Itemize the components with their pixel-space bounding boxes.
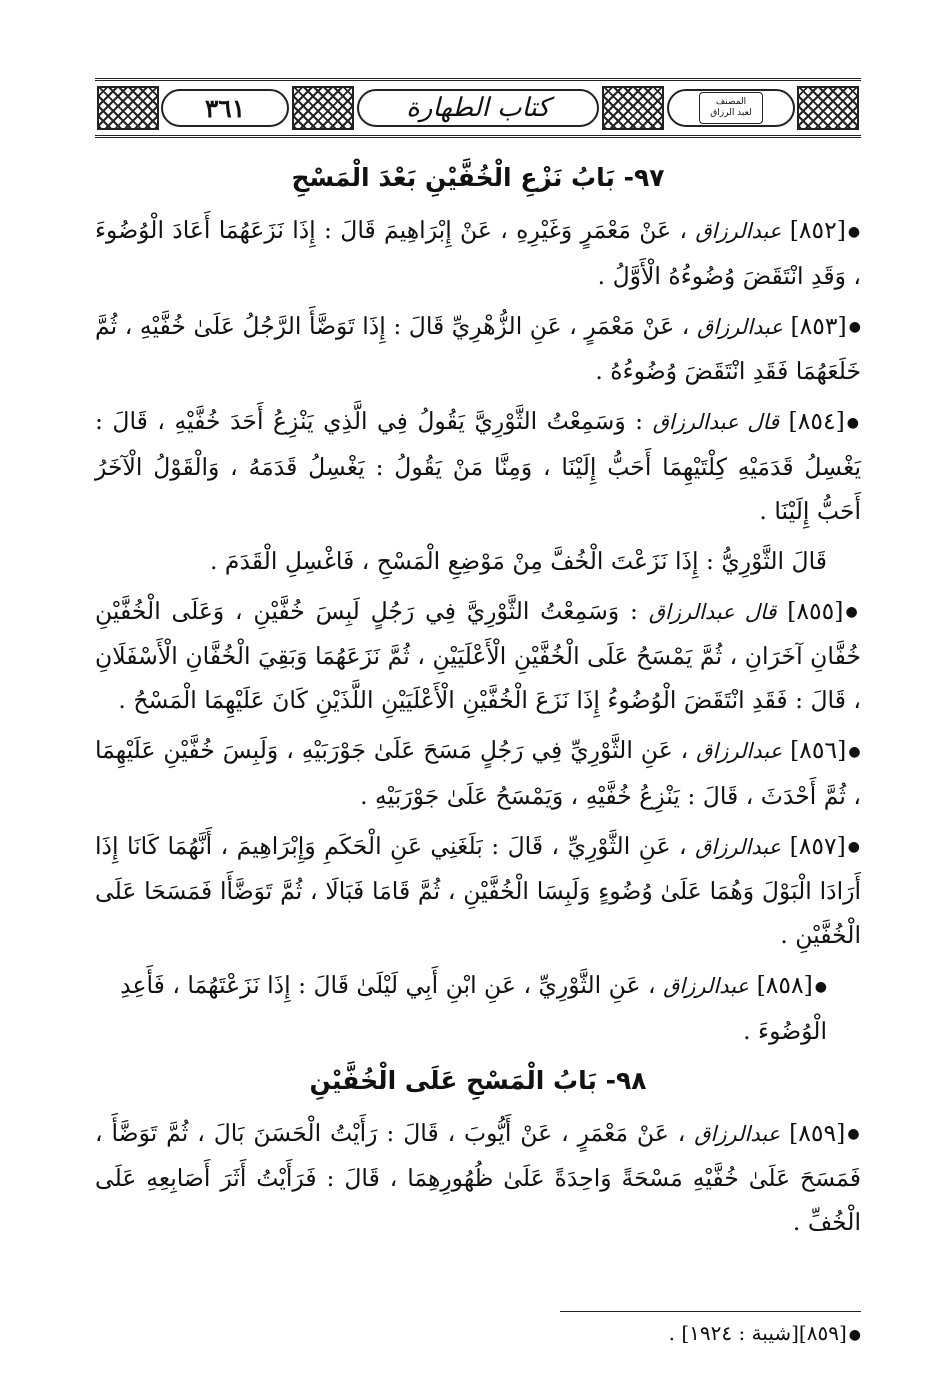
page-number: ٣٦١ <box>204 93 246 123</box>
entry-text: ، عَنِ الثَّوْرِيِّ ، عَنِ ابْنِ أَبِي لَيْلَىٰ قَالَ : إِذَا نَزَعْتَهُمَا ، فَأَعِدِ الْوُضُوءَ . <box>120 971 827 1045</box>
entry-author: عبدالرزاق <box>695 219 782 243</box>
entry-author: عبدالرزاق <box>663 974 750 998</box>
entry-author: عبدالرزاق <box>696 739 783 763</box>
book-title: كتاب الطهارة <box>406 93 550 123</box>
footnote-divider <box>560 1311 861 1312</box>
hadith-entry <box>95 824 861 958</box>
entry-text: : وَسَمِعْتُ الثَّوْرِيَّ فِي رَجُلٍ لَبِسَ خُفَّيْنِ ، وَعَلَى الْخُفَّيْنِ خُفَّانِ آخَرَانِ ، ثُمَّ يَمْسَحُ عَلَى الْخُفَّيْنِ الْأَعْلَيَيْنِ ، ثُمَّ نَزَعَهُمَا وَبَقِيَ الْخُفَّانِ الْأَسْفَلَانِ ، قَالَ : فَقَدِ انْتَقَضَ الْوُضُوءُ إِذَا نَزَعَ الْخُفَّيْنِ الْأَعْلَيَيْنِ اللَّذَيْنِ كَانَ عَلَيْهِمَا الْمَسْحُ . <box>95 596 861 714</box>
entry-number: [٨٥٣] <box>790 311 847 340</box>
entry-text: ، عَنِ الثَّوْرِيِّ فِي رَجُلٍ مَسَحَ عَلَىٰ جَوْرَبَيْهِ ، وَلَبِسَ خُفَّيْنِ عَلَيْهِمَا ، ثُمَّ أَحْدَثَ ، قَالَ : يَنْزِعُ خُفَّيْهِ ، وَيَمْسَحُ عَلَىٰ جَوْرَبَيْهِ . <box>95 736 861 810</box>
header-ornament <box>292 86 354 130</box>
entry-number: [٨٥٦] <box>790 736 847 764</box>
page-header <box>95 78 861 138</box>
entry-text: ، عَنْ مَعْمَرٍ ، عَنْ أَيُّوبَ ، قَالَ : رَأَيْتُ الْحَسَنَ بَالَ ، ثُمَّ تَوَضَّأَ ، فَمَسَحَ عَلَىٰ خُفَّيْهِ مَسْحَةً وَاحِدَةً عَلَىٰ ظُهُورِهِمَا ، قَالَ : فَرَأَيْتُ أَثَرَ أَصَابِعِهِ عَلَى الْخُفِّ . <box>95 1118 861 1236</box>
page-number-frame <box>161 89 289 127</box>
hadith-entry <box>95 728 861 818</box>
entry-bullet: ● <box>848 319 861 335</box>
section-heading: ٩٧- بَابُ نَزْعِ الْخُفَّيْنِ بَعْدَ الْمَسْحِ <box>291 163 665 192</box>
entry-number: [٨٥٥] <box>787 596 844 625</box>
hadith-entry <box>95 304 861 394</box>
hadith-entry <box>95 1111 861 1245</box>
entry-number: [٨٥٤] <box>788 407 845 435</box>
entry-text: ، عَنِ الثَّوْرِيِّ ، قَالَ : بَلَغَنِي عَنِ الْحَكَمِ وَإِبْرَاهِيمَ ، أَنَّهُمَا كَانَا إِذَا أَرَادَا الْبَوْلَ وَهُمَا عَلَىٰ وُضُوءٍ وَلَبِسَا الْخُفَّيْنِ ، ثُمَّ قَامَا فَبَالَا ، ثُمَّ تَوَضَّأَا فَمَسَحَا عَلَى الْخُفَّيْنِ . <box>95 831 861 949</box>
book-title-frame <box>357 89 599 127</box>
commentary-paragraph: قَالَ الثَّوْرِيُّ : إِذَا نَزَعْتَ الْخُفَّ مِنْ مَوْضِعِ الْمَسْحِ ، فَاغْسِلِ الْقَدَمَ . <box>209 546 827 575</box>
entry-bullet: ● <box>847 223 861 240</box>
entry-bullet: ● <box>847 839 861 855</box>
entry-number: [٨٥٩] <box>789 1118 846 1147</box>
entry-bullet: ● <box>814 978 827 995</box>
entry-author: قال عبدالرزاق <box>648 599 777 624</box>
entry-author: عبدالرزاق <box>695 834 782 859</box>
entry-text: ، عَنْ مَعْمَرٍ ، عَنِ الزُّهْرِيِّ قَالَ : إِذَا تَوَضَّأَ الرَّجُلُ عَلَىٰ خُفَّيْهِ ، ثُمَّ خَلَعَهُمَا فَقَدِ انْتَقَضَ وُضُوءُهُ . <box>95 311 861 385</box>
entry-bullet: ● <box>846 414 861 431</box>
section-heading: ٩٨- بَابُ الْمَسْحِ عَلَى الْخُفَّيْنِ <box>309 1065 647 1095</box>
entry-number: [٨٥٧] <box>789 831 846 860</box>
publisher-logo: المصنف لعبد الرزاق <box>699 92 763 124</box>
hadith-entry <box>95 963 861 1053</box>
entry-bullet: ● <box>845 604 861 620</box>
entry-number: [٨٥٢] <box>789 216 846 244</box>
entry-number: [٨٥٨] <box>756 971 813 999</box>
entry-text: : وَسَمِعْتُ الثَّوْرِيَّ يَقُولُ فِي الَّذِي يَنْزِعُ أَحَدَ خُفَّيْهِ ، قَالَ : يَغْسِلُ قَدَمَيْهِ كِلْتَيْهِمَا أَحَبُّ إِلَيْنَا ، وَمِنَّا مَنْ يَقُولُ : يَغْسِلُ قَدَمَهُ ، وَالْقَوْلُ الْآخَرُ أَحَبُّ إِلَيْنَا . <box>95 407 861 525</box>
footnote: ●[٨٥٩][شيبة : ١٩٢٤] . <box>668 1321 861 1345</box>
entry-text: ، عَنْ مَعْمَرٍ وَغَيْرِهِ ، عَنْ إِبْرَاهِيمَ قَالَ : إِذَا نَزَعَهُمَا أَعَادَ الْوُضُوءَ ، وَقَدِ انْتَقَضَ وُضُوءُهُ الْأَوَّلُ . <box>95 216 861 290</box>
entry-bullet: ● <box>847 1126 861 1142</box>
hadith-entry <box>95 589 861 723</box>
entry-author: قال عبدالرزاق <box>652 410 780 434</box>
entry-bullet: ● <box>848 743 861 760</box>
page-body <box>95 150 861 1250</box>
header-ornament <box>797 86 859 130</box>
hadith-entry <box>95 399 861 533</box>
header-ornament <box>602 86 664 130</box>
entry-author: عبدالرزاق <box>696 314 783 339</box>
entry-author: عبدالرزاق <box>694 1121 781 1146</box>
publisher-logo-frame <box>667 89 795 127</box>
header-ornament <box>97 86 159 130</box>
hadith-entry <box>95 208 861 298</box>
